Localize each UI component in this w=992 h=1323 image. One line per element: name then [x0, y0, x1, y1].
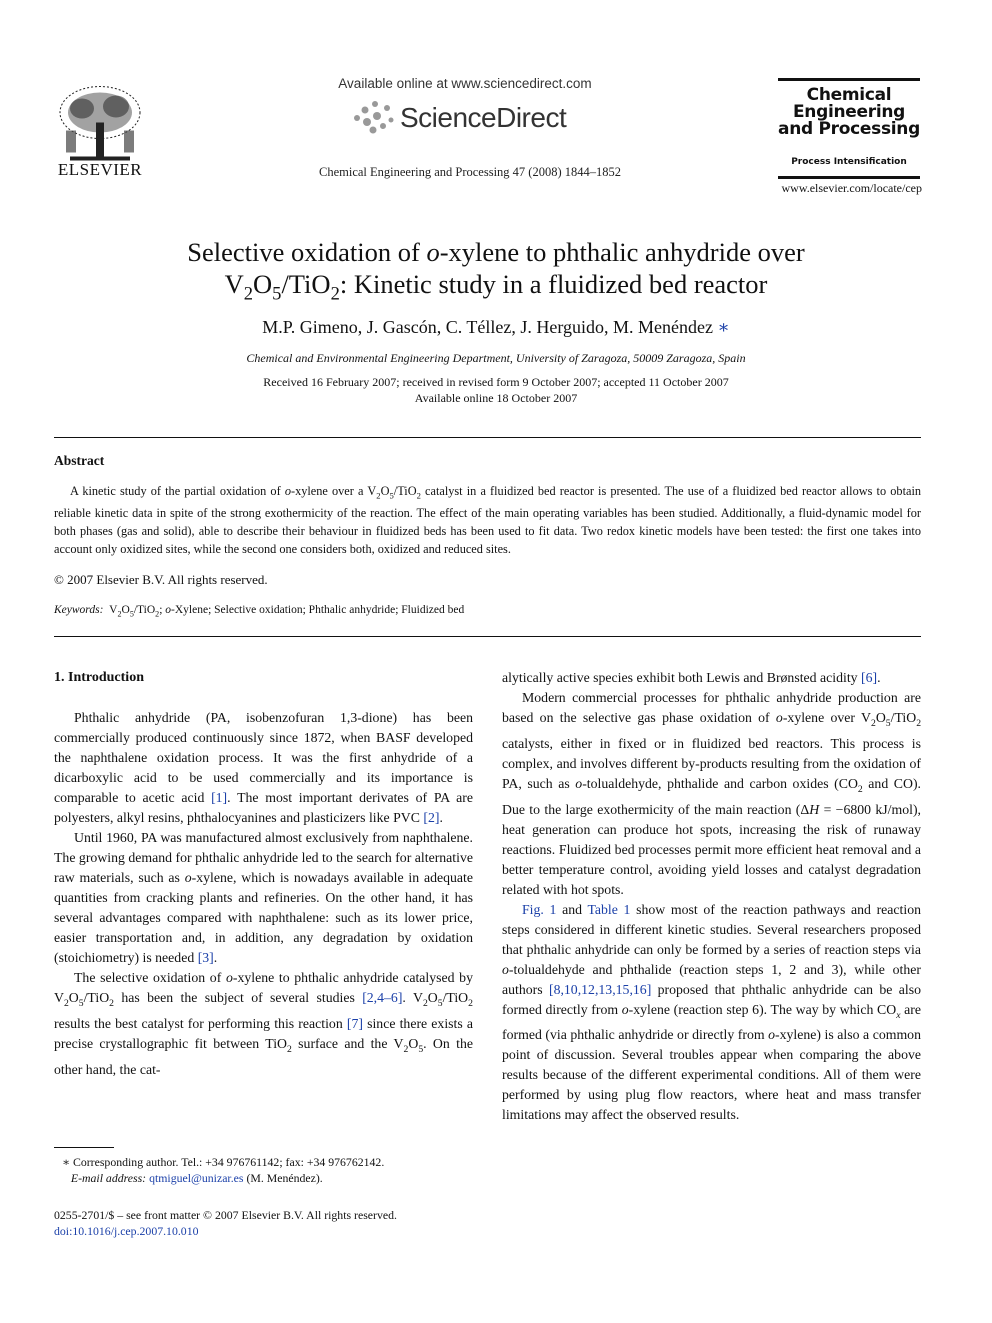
- corresponding-author-mark[interactable]: ∗: [717, 317, 730, 337]
- corresponding-author-note: ∗ Corresponding author. Tel.: +34 976761142; fax: +34 976762142.: [62, 1155, 385, 1169]
- citation-link[interactable]: [2,4–6]: [362, 990, 403, 1005]
- footnote: [62, 1154, 482, 1186]
- journal-logo-subtitle: Process Intensification: [791, 157, 907, 167]
- paragraph-5: Modern commercial processes for phthalic anhydride production are based on the selective gas phase oxidation of o-xylene over $V_2O_5/TiO_2$ catalysts, either in fixed or in fluidized bed reactors. This process is complex, and involves different by-products resulting from the oxidation of PA, such as o-tolualdehyde, phthalide and carbon oxides ($CO_2$ and CO). Due to the large exothermicity of the main reaction (ΔH = −6800 kJ/mol), heat generation can produce hot spots, increasing the risk of runaway reactions. Fluidized bed processes permit more efficient heat removal and a better temperature control, avoiding yield losses and catalyst degradation related with hot spots.: [502, 690, 922, 897]
- publisher-name: ELSEVIER: [57, 160, 143, 179]
- body-column-left: [54, 668, 473, 1080]
- journal-url[interactable]: www.elsevier.com/locate/cep: [781, 181, 922, 195]
- paragraph-3: The selective oxidation of o-xylene to phthalic anhydride catalysed by $V_2O_5/TiO_2$ has been the subject of several studies [2,4–6]. $V_2O_5/TiO_2$ results the best catalyst for performing this reaction [7] since there exists a precise crystallographic fit between TiO$_2$ surface and the $V_2O_5$. On the other hand, the cat-: [54, 970, 473, 1077]
- abstract-copyright: © 2007 Elsevier B.V. All rights reserved.: [54, 572, 268, 587]
- paragraph-4: alytically active species exhibit both Lewis and Brønsted acidity [6].: [502, 670, 881, 685]
- title-line-2: $V_2O_5/TiO_2$: Kinetic study in a fluidized bed reactor: [224, 269, 768, 305]
- author-list: M.P. Gimeno, J. Gascón, C. Téllez, J. Herguido, M. Menéndez ∗: [262, 317, 730, 337]
- section-heading-introduction: 1. Introduction: [54, 670, 144, 685]
- rule-bottom: [54, 636, 921, 637]
- doi-line: [54, 1223, 484, 1239]
- paragraph-2: Until 1960, PA was manufactured almost exclusively from naphthalene. The growing demand for phthalic anhydride led to the search for alternative raw materials, such as o-xylene, which is nowadays available in adequate quantities from cracking plants and refineries. On the other hand, it has several advantages compared with naphthalene: such as its lower price, easier transportation and, in addition, any degradation by oxidation (stoichiometry) is needed [3].: [54, 830, 474, 965]
- citation-link[interactable]: [8,10,12,13,15,16]: [548, 981, 652, 997]
- keywords-label: Keywords:: [54, 604, 104, 616]
- figure-link[interactable]: Fig. 1: [522, 901, 557, 917]
- sciencedirect-wordmark[interactable]: ScienceDirect: [400, 102, 567, 133]
- citation-link[interactable]: [6]: [861, 670, 878, 685]
- page-header: [0, 0, 992, 210]
- keywords: Keywords: $V_2O_5/TiO_2$; o-Xylene; Selective oxidation; Phthalic anhydride; Fluidized bed: [54, 604, 465, 619]
- citation-link[interactable]: [7]: [346, 1015, 363, 1031]
- citation-link[interactable]: [2]: [423, 810, 440, 825]
- citation-link[interactable]: [1]: [211, 790, 228, 805]
- article-dates: [60, 374, 932, 406]
- table-link[interactable]: Table 1: [587, 901, 631, 917]
- abstract-text: A kinetic study of the partial oxidation of o-xylene over a $V_2O_5/TiO_2$ catalyst in a fluidized bed reactor is presented. The use of a fluidized bed reactor allows to obtain reliable kinetic data in spite of the strong exothermicity of the reaction. The effect of the main operating variables has been studied. Additionally, a fluid-dynamic model for both phases (gas and solid), able to describe their behaviour in fluidized beds has been used to fit data. Two redox kinetic models have been tested: the first one takes into account only oxidized sites, while the second one considers both, oxidized and reduced sites.: [54, 484, 922, 557]
- paragraph-6: Fig. 1 and Table 1 show most of the reaction pathways and reaction steps considered in different kinetic studies. Several researchers proposed that phthalic anhydride can only be formed by a series of reaction steps via o-tolualdehyde and phthalide (reaction steps 1, 2 and 3), while other authors [8,10,12,13,15,16] proposed that phthalic anhydride can be also formed directly from o-xylene (reaction step 6). The way by which $CO_x$ are formed (via phthalic anhydride or directly from o-xylene) is also a common point of discussion. Several troubles appear when comparing the above results because of the different experimental conditions. All of them were performed by using plug flow reactors, where heat and mass transfer limitations may affect the observed results.: [502, 901, 921, 1123]
- paragraph-1: Phthalic anhydride (PA, isobenzofuran 1,3-dione) has been commercially produced continuously since 1872, when BASF developed the naphthalene oxidation process. It was the first anhydride of a dicarboxylic acid to be used commercially and its importance is comparable to acetic acid [1]. The most important derivates of PA are polyesters, alkyl resins, phthalocyanines and plasticizers like PVC [2].: [54, 710, 473, 825]
- journal-logo-title: Chemical Engineering and Processing: [778, 85, 920, 139]
- issn-doi-block: [54, 1207, 484, 1239]
- received-dates: Received 16 February 2007; received in revised form 9 October 2007; accepted 11 October 2007: [263, 375, 729, 389]
- abstract-heading: Abstract: [54, 453, 105, 468]
- body-column-right: [502, 668, 921, 1125]
- available-online-text[interactable]: Available online at www.sciencedirect.com: [338, 76, 592, 91]
- journal-logo: [778, 78, 920, 179]
- email-link[interactable]: qtmiguel@unizar.es: [149, 1171, 244, 1185]
- footnote-rule: [54, 1147, 114, 1148]
- rule-top: [54, 437, 921, 438]
- issn-line: 0255-2701/$ – see front matter © 2007 Elsevier B.V. All rights reserved.: [54, 1208, 397, 1222]
- journal-reference: Chemical Engineering and Processing 47 (2008) 1844–1852: [318, 165, 622, 179]
- affiliation: Chemical and Environmental Engineering Department, University of Zaragoza, 50009 Zaragoza, Spain: [246, 351, 746, 365]
- doi-link[interactable]: doi:10.1016/j.cep.2007.10.010: [54, 1224, 199, 1238]
- citation-link[interactable]: [3]: [197, 950, 214, 965]
- email-line: E-mail address: qtmiguel@unizar.es (M. Menéndez).: [70, 1171, 323, 1185]
- available-date: Available online 18 October 2007: [414, 391, 578, 405]
- title-line-1: Selective oxidation of o-xylene to phthalic anhydride over: [187, 237, 805, 267]
- article-title: [60, 236, 932, 310]
